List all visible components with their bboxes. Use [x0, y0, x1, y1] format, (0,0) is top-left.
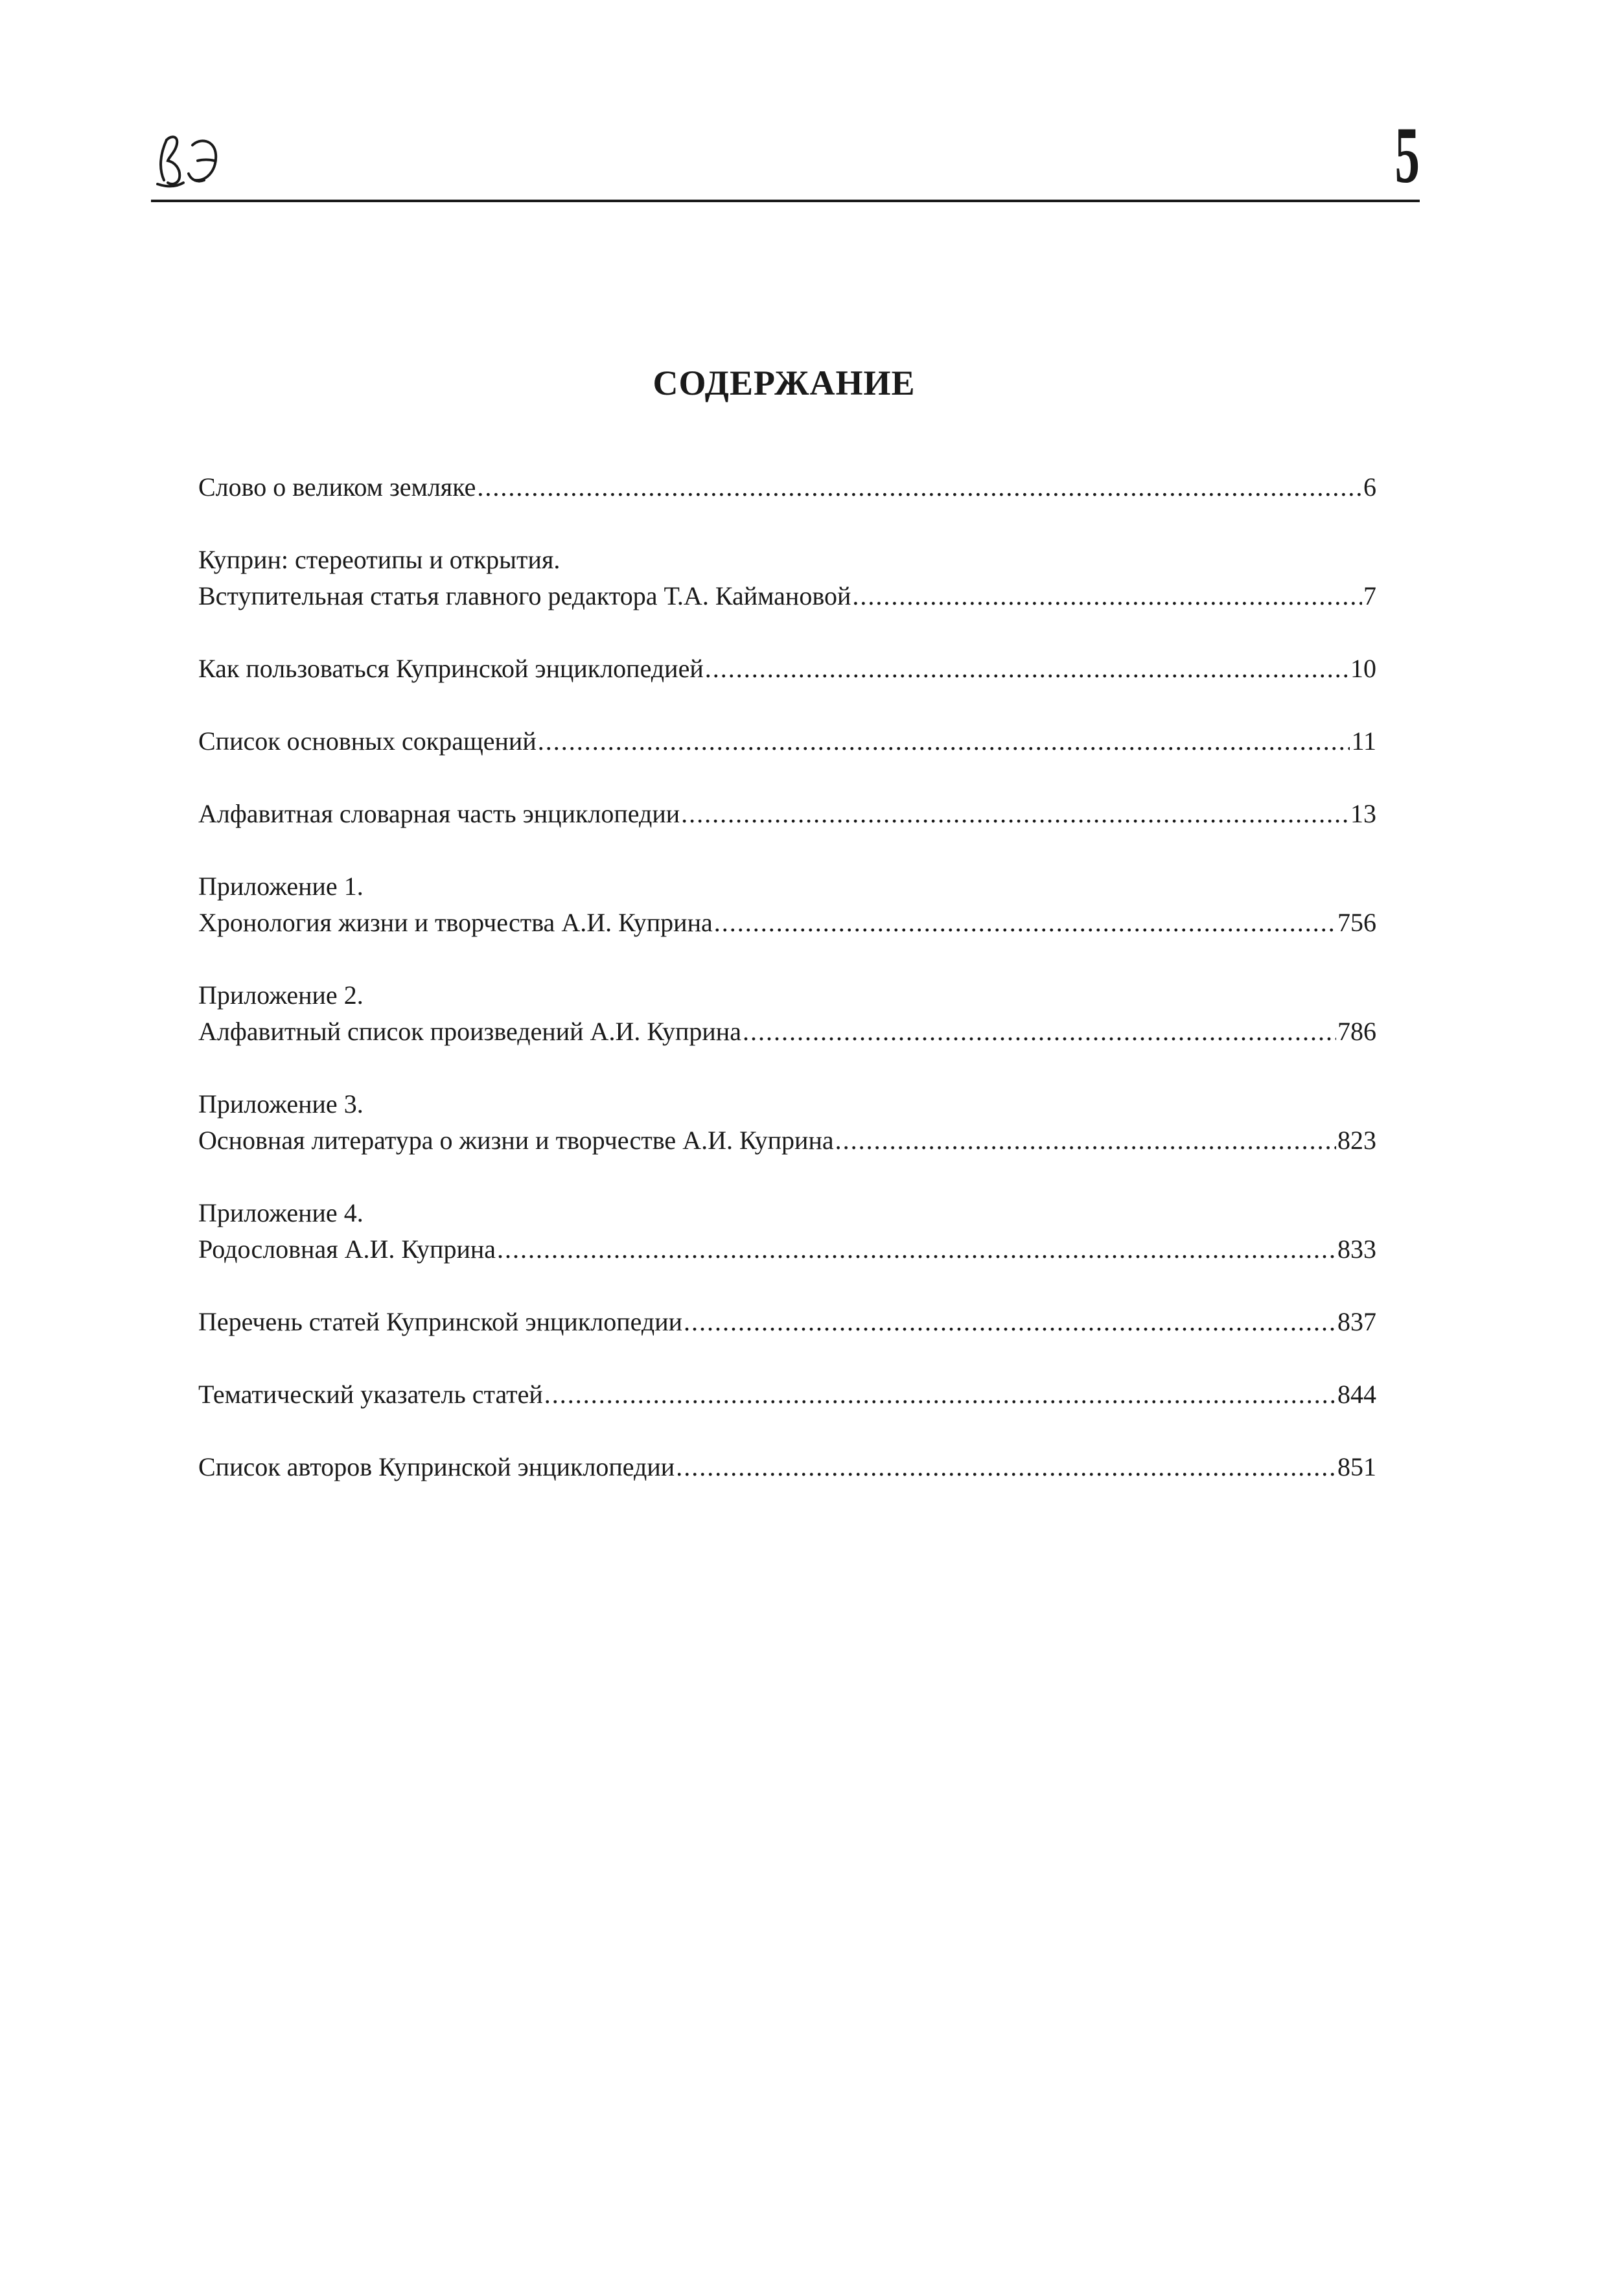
toc-entry: [198, 796, 1376, 832]
toc-entry: [198, 1376, 1376, 1413]
toc-entry: [198, 542, 1376, 614]
dot-leader: [684, 1304, 1336, 1340]
toc-entry-title: Основная литература о жизни и творчестве А.И. Куприна: [198, 1126, 834, 1155]
toc-entry-title: Хронология жизни и творчества А.И. Куприна: [198, 908, 713, 937]
dot-leader: [852, 578, 1362, 614]
toc-entry-page: 756: [1337, 908, 1376, 937]
encyclopedia-monogram-logo: [152, 128, 225, 191]
dot-leader: [538, 723, 1350, 760]
toc-entry-line: [198, 1231, 1376, 1268]
dot-leader: [477, 469, 1362, 505]
toc-entry-page: 10: [1350, 654, 1376, 683]
toc-entry-line: [198, 1376, 1376, 1413]
toc-entry-page: 823: [1337, 1126, 1376, 1155]
toc-entry-line: [198, 651, 1376, 687]
dot-leader: [676, 1449, 1336, 1485]
toc-entry: [198, 469, 1376, 505]
toc-entry: [198, 1086, 1376, 1159]
dot-leader: [681, 796, 1349, 832]
toc-entry-line: [198, 1449, 1376, 1485]
toc-entry: [198, 868, 1376, 941]
toc-entry-page: 851: [1337, 1452, 1376, 1481]
dot-leader: [743, 1014, 1336, 1050]
toc-entry-line: [198, 1304, 1376, 1340]
toc-entry-heading: Приложение 2.: [198, 980, 364, 1010]
toc-entry: [198, 723, 1376, 760]
header-rule: [151, 200, 1420, 202]
toc-entry-page: 786: [1337, 1017, 1376, 1046]
dot-leader: [835, 1122, 1336, 1159]
toc-entry-heading: Приложение 4.: [198, 1198, 364, 1227]
toc-entry-title: Перечень статей Купринской энциклопедии: [198, 1307, 683, 1336]
toc-entry-page: 13: [1350, 799, 1376, 828]
dot-leader: [544, 1376, 1336, 1413]
toc-entry-heading: Приложение 1.: [198, 872, 364, 901]
toc-entry-line: [198, 1014, 1376, 1050]
toc-entry-line: [198, 723, 1376, 760]
toc-entry-line: [198, 1122, 1376, 1159]
dot-leader: [705, 651, 1349, 687]
toc-entry-heading: Куприн: стереотипы и открытия.: [198, 545, 561, 574]
toc-entry-title: Алфавитный список произведений А.И. Куприна: [198, 1017, 741, 1046]
toc-entry-title: Алфавитная словарная часть энциклопедии: [198, 799, 680, 828]
toc-entry: [198, 1449, 1376, 1485]
table-of-contents: [198, 469, 1376, 1522]
dot-leader: [714, 905, 1336, 941]
running-header: [151, 111, 1420, 201]
toc-entry-page: 844: [1337, 1380, 1376, 1409]
toc-entry-line: [198, 469, 1376, 505]
toc-entry-title: Вступительная статья главного редактора Т.А. Каймановой: [198, 581, 851, 610]
page-number: 5: [1394, 111, 1420, 200]
dot-leader: [497, 1231, 1336, 1268]
toc-entry-line: [198, 905, 1376, 941]
toc-title: СОДЕРЖАНИЕ: [653, 364, 916, 402]
toc-entry-page: 833: [1337, 1235, 1376, 1264]
toc-entry-title: Слово о великом земляке: [198, 472, 476, 502]
toc-entry: [198, 651, 1376, 687]
toc-entry: [198, 977, 1376, 1050]
toc-entry-page: 7: [1363, 581, 1376, 610]
toc-entry-page: 837: [1337, 1307, 1376, 1336]
toc-entry-page: 11: [1351, 726, 1376, 756]
toc-entry: [198, 1195, 1376, 1268]
toc-entry-heading: Приложение 3.: [198, 1089, 364, 1119]
toc-entry-page: 6: [1363, 472, 1376, 502]
toc-entry-title: Список авторов Купринской энциклопедии: [198, 1452, 675, 1481]
toc-entry-title: Как пользоваться Купринской энциклопедией: [198, 654, 704, 683]
toc-entry-line: [198, 796, 1376, 832]
toc-entry-line: [198, 578, 1376, 614]
toc-entry: [198, 1304, 1376, 1340]
toc-entry-title: Родословная А.И. Куприна: [198, 1235, 496, 1264]
toc-entry-title: Тематический указатель статей: [198, 1380, 543, 1409]
toc-entry-title: Список основных сокращений: [198, 726, 537, 756]
